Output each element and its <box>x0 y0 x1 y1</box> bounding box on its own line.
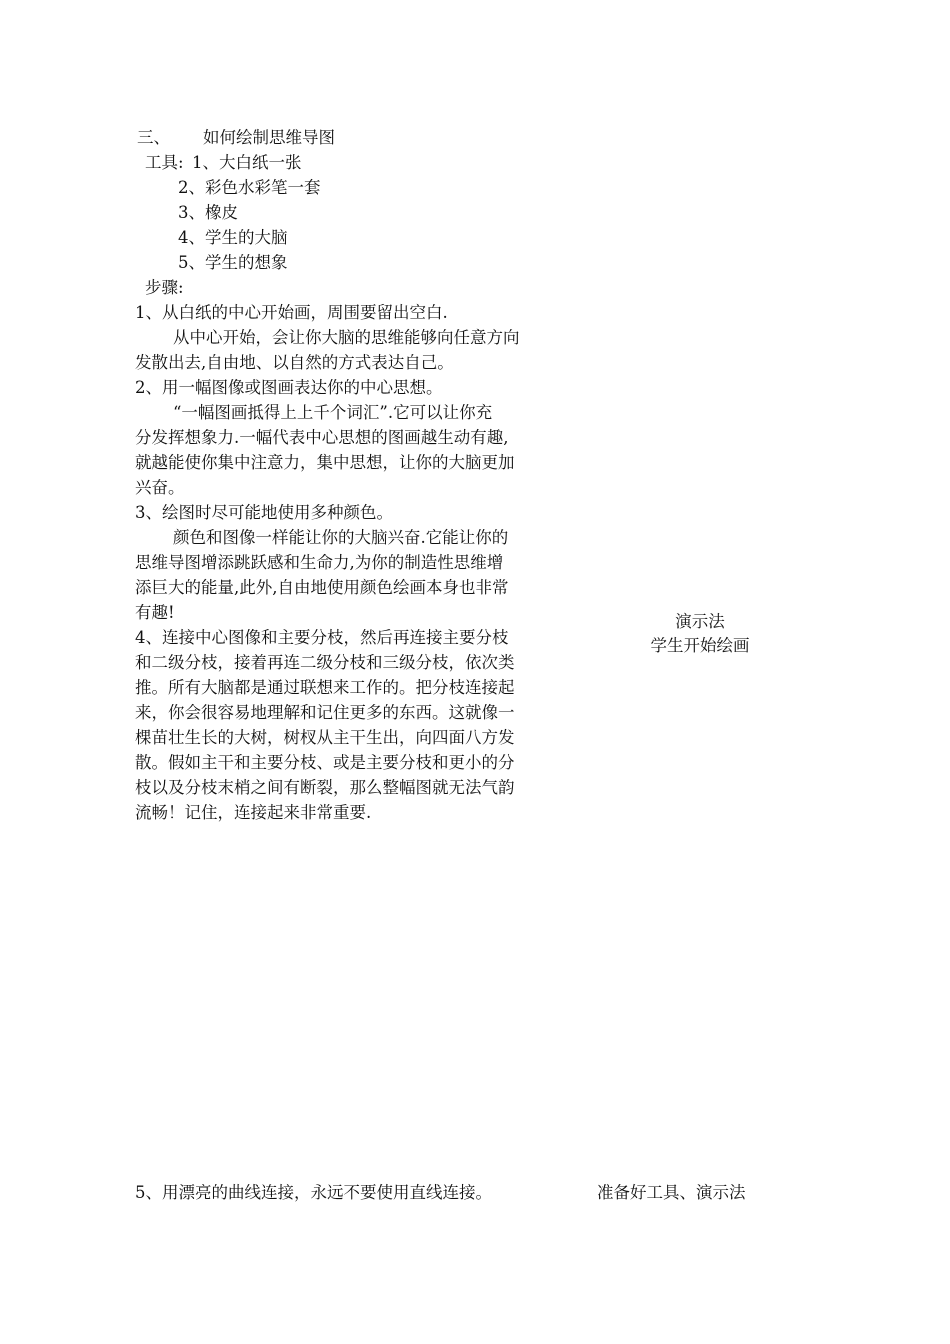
step-4-text: 来，你会很容易地理解和记住更多的东西。这就像一 <box>135 703 515 722</box>
tool-item: 2、彩色水彩笔一套 <box>178 178 321 197</box>
step-4-text: 推。所有大脑都是通过联想来工作的。把分枝连接起 <box>135 678 515 697</box>
step-1-text: 发散出去,自由地、以自然的方式表达自己。 <box>135 353 454 372</box>
step-3-text: 添巨大的能量,此外,自由地使用颜色绘画本身也非常 <box>135 578 509 597</box>
step-4-text: 枝以及分枝末梢之间有断裂，那么整幅图就无法气韵 <box>135 778 515 797</box>
step-3-text: 有趣! <box>135 603 175 622</box>
step-4-text: 4、连接中心图像和主要分枝，然后再连接主要分枝 <box>135 628 509 647</box>
step-5-heading: 5、用漂亮的曲线连接，永远不要使用直线连接。 <box>135 1183 492 1202</box>
note-method: 演示法 <box>675 612 725 631</box>
step-1-text: 从中心开始，会让你大脑的思维能够向任意方向 <box>173 328 520 347</box>
note-step-5: 准备好工具、演示法 <box>597 1183 746 1202</box>
tools-label: 工具: <box>145 153 184 172</box>
step-2-text: 就越能使你集中注意力，集中思想，让你的大脑更加 <box>135 453 515 472</box>
step-3-heading: 3、绘图时尽可能地使用多种颜色。 <box>135 503 393 522</box>
step-2-text: 分发挥想象力.一幅代表中心思想的图画越生动有趣, <box>135 428 509 447</box>
tool-item: 1、大白纸一张 <box>192 153 302 172</box>
steps-label: 步骤: <box>145 278 184 297</box>
step-4-text: 流畅！记住，连接起来非常重要. <box>135 803 372 822</box>
step-4-text: 棵苗壮生长的大树，树杈从主干生出，向四面八方发 <box>135 728 515 747</box>
step-4-text: 散。假如主干和主要分枝、或是主要分枝和更小的分 <box>135 753 515 772</box>
step-4-text: 和二级分枝，接着再连二级分枝和三级分枝，依次类 <box>135 653 515 672</box>
step-2-text: 兴奋。 <box>135 478 185 497</box>
note-activity: 学生开始绘画 <box>650 636 750 655</box>
tool-item: 4、学生的大脑 <box>178 228 288 247</box>
tool-item: 3、橡皮 <box>178 203 238 222</box>
tool-item: 5、学生的想象 <box>178 253 288 272</box>
step-3-text: 思维导图增添跳跃感和生命力,为你的制造性思维增 <box>135 553 504 572</box>
section-title: 如何绘制思维导图 <box>203 128 335 147</box>
step-2-heading: 2、用一幅图像或图画表达你的中心思想。 <box>135 378 443 397</box>
step-2-text: “一幅图画抵得上上千个词汇”.它可以让你充 <box>173 403 493 422</box>
step-3-text: 颜色和图像一样能让你的大脑兴奋.它能让你的 <box>173 528 509 547</box>
section-number: 三、 <box>137 128 170 147</box>
step-1-heading: 1、从白纸的中心开始画，周围要留出空白. <box>135 303 448 322</box>
